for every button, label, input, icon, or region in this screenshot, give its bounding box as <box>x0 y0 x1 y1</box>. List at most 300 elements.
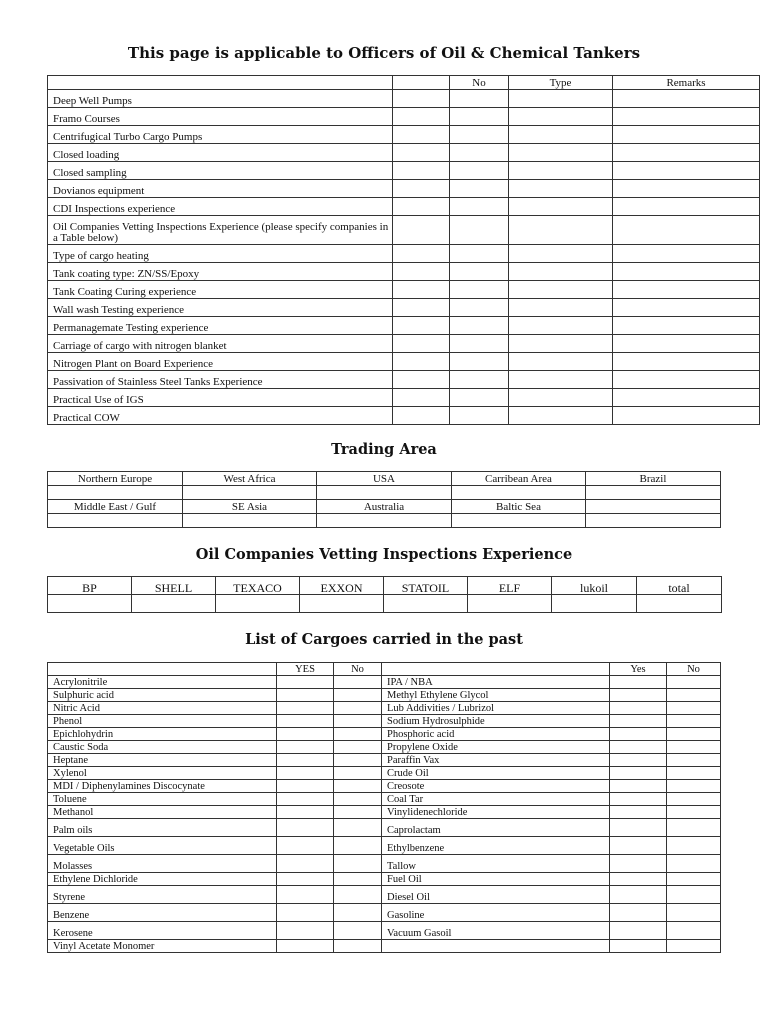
empty-cell <box>393 126 450 144</box>
table-row <box>48 940 721 953</box>
empty-cell <box>667 940 721 953</box>
vetting-title: Oil Companies Vetting Inspections Experience <box>195 546 573 563</box>
empty-cell <box>667 767 721 780</box>
cargo-name: Heptane <box>48 754 277 767</box>
cargo-name: Palm oils <box>48 819 277 837</box>
table-row <box>48 299 760 317</box>
column-header: No <box>667 663 721 676</box>
empty-cell <box>613 90 760 108</box>
empty-cell <box>610 819 667 837</box>
empty-cell <box>48 486 183 500</box>
empty-cell <box>610 886 667 904</box>
empty-cell <box>393 162 450 180</box>
table-row <box>48 676 721 689</box>
table-row <box>48 577 722 595</box>
cargoes-title: List of Cargoes carried in the past <box>245 631 523 648</box>
empty-cell <box>509 108 613 126</box>
empty-cell <box>393 335 450 353</box>
cargo-name: Tallow <box>382 855 610 873</box>
empty-cell <box>277 741 334 754</box>
table-row <box>48 500 721 514</box>
empty-cell <box>509 371 613 389</box>
empty-cell <box>277 819 334 837</box>
empty-cell <box>450 371 509 389</box>
empty-cell <box>450 162 509 180</box>
empty-cell <box>393 198 450 216</box>
empty-cell <box>610 922 667 940</box>
table-row <box>48 198 760 216</box>
table-row <box>48 216 760 245</box>
table-row <box>48 922 721 940</box>
empty-cell <box>667 886 721 904</box>
cargo-name: Epichlohydrin <box>48 728 277 741</box>
table-row <box>48 715 721 728</box>
empty-cell <box>48 595 132 613</box>
empty-cell <box>450 353 509 371</box>
empty-cell <box>450 126 509 144</box>
empty-cell <box>667 741 721 754</box>
empty-cell <box>277 806 334 819</box>
table-row <box>48 754 721 767</box>
empty-cell <box>613 407 760 425</box>
row-label: Permanagemate Testing experience <box>48 317 393 335</box>
empty-cell <box>450 317 509 335</box>
table-row <box>48 162 760 180</box>
row-label: Carriage of cargo with nitrogen blanket <box>48 335 393 353</box>
empty-cell <box>450 389 509 407</box>
table-row <box>48 371 760 389</box>
cargo-name: Coal Tar <box>382 793 610 806</box>
empty-cell <box>450 245 509 263</box>
empty-cell <box>334 806 382 819</box>
empty-cell <box>334 754 382 767</box>
empty-cell <box>334 676 382 689</box>
empty-cell <box>393 317 450 335</box>
trading-area-title: Trading Area <box>331 441 437 458</box>
empty-cell <box>334 715 382 728</box>
table-row <box>48 819 721 837</box>
cargo-name: Benzene <box>48 904 277 922</box>
empty-cell <box>586 486 721 500</box>
empty-cell <box>610 741 667 754</box>
table-row <box>48 389 760 407</box>
empty-cell <box>667 855 721 873</box>
empty-cell <box>613 389 760 407</box>
equipment-experience-table <box>47 75 760 425</box>
empty-cell <box>277 940 334 953</box>
empty-cell <box>613 317 760 335</box>
row-label: Dovianos equipment <box>48 180 393 198</box>
empty-cell <box>509 353 613 371</box>
empty-cell <box>610 754 667 767</box>
trading-area-cell: Australia <box>317 500 452 514</box>
cargo-name: Acrylonitrile <box>48 676 277 689</box>
table-row <box>48 886 721 904</box>
empty-cell <box>334 728 382 741</box>
empty-cell <box>334 689 382 702</box>
column-header <box>393 76 450 90</box>
table-row <box>48 263 760 281</box>
table-row <box>48 180 760 198</box>
row-label: Nitrogen Plant on Board Experience <box>48 353 393 371</box>
empty-cell <box>509 335 613 353</box>
empty-cell <box>393 371 450 389</box>
empty-cell <box>509 389 613 407</box>
table-row <box>48 486 721 500</box>
empty-cell <box>384 595 468 613</box>
empty-cell <box>613 371 760 389</box>
empty-cell <box>393 389 450 407</box>
company-header: EXXON <box>300 577 384 595</box>
cargoes-table <box>47 662 721 953</box>
cargo-name: Styrene <box>48 886 277 904</box>
empty-cell <box>509 198 613 216</box>
empty-cell <box>452 514 586 528</box>
empty-cell <box>450 281 509 299</box>
company-header: STATOIL <box>384 577 468 595</box>
cargo-name: Diesel Oil <box>382 886 610 904</box>
table-row <box>48 90 760 108</box>
empty-cell <box>610 702 667 715</box>
empty-cell <box>393 180 450 198</box>
trading-area-cell: Northern Europe <box>48 472 183 486</box>
empty-cell <box>334 855 382 873</box>
empty-cell <box>610 728 667 741</box>
empty-cell <box>509 263 613 281</box>
empty-cell <box>450 108 509 126</box>
table-row <box>48 855 721 873</box>
company-header: lukoil <box>552 577 637 595</box>
cargo-name: Nitric Acid <box>48 702 277 715</box>
row-label: CDI Inspections experience <box>48 198 393 216</box>
empty-cell <box>613 216 760 245</box>
empty-cell <box>450 144 509 162</box>
trading-area-cell: Carribean Area <box>452 472 586 486</box>
row-label: Framo Courses <box>48 108 393 126</box>
empty-cell <box>450 90 509 108</box>
empty-cell <box>509 299 613 317</box>
empty-cell <box>452 486 586 500</box>
empty-cell <box>667 702 721 715</box>
row-label: Practical COW <box>48 407 393 425</box>
row-label: Wall wash Testing experience <box>48 299 393 317</box>
table-row <box>48 741 721 754</box>
table-row <box>48 904 721 922</box>
empty-cell <box>277 904 334 922</box>
empty-cell <box>610 780 667 793</box>
empty-cell <box>393 216 450 245</box>
cargo-name: Paraffin Vax <box>382 754 610 767</box>
table-row <box>48 335 760 353</box>
empty-cell <box>393 407 450 425</box>
table-row <box>48 663 721 676</box>
row-label: Centrifugical Turbo Cargo Pumps <box>48 126 393 144</box>
empty-cell <box>613 245 760 263</box>
empty-cell <box>610 940 667 953</box>
empty-cell <box>667 728 721 741</box>
empty-cell <box>450 407 509 425</box>
row-label: Tank coating type: ZN/SS/Epoxy <box>48 263 393 281</box>
column-header <box>48 76 393 90</box>
cargo-name: Phosphoric acid <box>382 728 610 741</box>
empty-cell <box>613 126 760 144</box>
empty-cell <box>637 595 722 613</box>
table-row <box>48 728 721 741</box>
empty-cell <box>277 855 334 873</box>
empty-cell <box>667 819 721 837</box>
empty-cell <box>613 108 760 126</box>
vetting-companies-table <box>47 576 722 613</box>
row-label: Practical Use of IGS <box>48 389 393 407</box>
empty-cell <box>468 595 552 613</box>
empty-cell <box>334 886 382 904</box>
cargo-name: IPA / NBA <box>382 676 610 689</box>
empty-cell <box>667 837 721 855</box>
empty-cell <box>277 689 334 702</box>
table-row <box>48 767 721 780</box>
cargo-name: Creosote <box>382 780 610 793</box>
empty-cell <box>613 281 760 299</box>
empty-cell <box>667 793 721 806</box>
empty-cell <box>667 676 721 689</box>
table-row <box>48 780 721 793</box>
empty-cell <box>613 335 760 353</box>
empty-cell <box>277 793 334 806</box>
empty-cell <box>393 281 450 299</box>
empty-cell <box>667 715 721 728</box>
row-label: Oil Companies Vetting Inspections Experience (please specify companies in a Table below) <box>48 216 393 245</box>
empty-cell <box>509 216 613 245</box>
empty-cell <box>613 180 760 198</box>
empty-cell <box>450 299 509 317</box>
empty-cell <box>393 245 450 263</box>
empty-cell <box>334 767 382 780</box>
empty-cell <box>334 741 382 754</box>
trading-area-table <box>47 471 721 528</box>
empty-cell <box>613 162 760 180</box>
cargo-name: Methanol <box>48 806 277 819</box>
empty-cell <box>334 837 382 855</box>
empty-cell <box>610 793 667 806</box>
empty-cell <box>509 90 613 108</box>
cargo-name <box>382 940 610 953</box>
cargo-name: Vinylidenechloride <box>382 806 610 819</box>
column-header: Type <box>509 76 613 90</box>
empty-cell <box>334 922 382 940</box>
empty-cell <box>610 873 667 886</box>
row-label: Deep Well Pumps <box>48 90 393 108</box>
column-header: No <box>450 76 509 90</box>
column-header: Yes <box>610 663 667 676</box>
page-title: This page is applicable to Officers of Oil & Chemical Tankers <box>127 44 641 62</box>
table-row <box>48 837 721 855</box>
empty-cell <box>450 263 509 281</box>
empty-cell <box>450 180 509 198</box>
empty-cell <box>317 486 452 500</box>
empty-cell <box>610 855 667 873</box>
cargo-name: Ethylene Dichloride <box>48 873 277 886</box>
empty-cell <box>509 281 613 299</box>
empty-cell <box>48 514 183 528</box>
company-header: BP <box>48 577 132 595</box>
empty-cell <box>277 780 334 793</box>
cargo-name: Toluene <box>48 793 277 806</box>
empty-cell <box>450 198 509 216</box>
empty-cell <box>613 299 760 317</box>
table-row <box>48 793 721 806</box>
table-row <box>48 472 721 486</box>
row-label: Closed sampling <box>48 162 393 180</box>
empty-cell <box>382 663 610 676</box>
company-header: total <box>637 577 722 595</box>
company-header: ELF <box>468 577 552 595</box>
empty-cell <box>300 595 384 613</box>
empty-cell <box>183 486 317 500</box>
empty-cell <box>183 514 317 528</box>
empty-cell <box>610 767 667 780</box>
table-row <box>48 595 722 613</box>
column-header: No <box>334 663 382 676</box>
row-label: Closed loading <box>48 144 393 162</box>
empty-cell <box>277 922 334 940</box>
empty-cell <box>610 715 667 728</box>
trading-area-cell: SE Asia <box>183 500 317 514</box>
cargo-name: Methyl Ethylene Glycol <box>382 689 610 702</box>
empty-cell <box>277 767 334 780</box>
table-row <box>48 317 760 335</box>
empty-cell <box>610 689 667 702</box>
empty-cell <box>509 245 613 263</box>
cargo-name: Caustic Soda <box>48 741 277 754</box>
empty-cell <box>509 162 613 180</box>
empty-cell <box>334 819 382 837</box>
cargo-name: Phenol <box>48 715 277 728</box>
cargo-name: Xylenol <box>48 767 277 780</box>
empty-cell <box>334 702 382 715</box>
table-row <box>48 144 760 162</box>
row-label: Passivation of Stainless Steel Tanks Experience <box>48 371 393 389</box>
company-header: TEXACO <box>216 577 300 595</box>
empty-cell <box>334 940 382 953</box>
empty-cell <box>450 335 509 353</box>
empty-cell <box>277 873 334 886</box>
empty-cell <box>610 837 667 855</box>
empty-cell <box>509 407 613 425</box>
empty-cell <box>509 180 613 198</box>
empty-cell <box>610 904 667 922</box>
cargo-name: Molasses <box>48 855 277 873</box>
cargo-name: Vacuum Gasoil <box>382 922 610 940</box>
table-row <box>48 702 721 715</box>
cargo-name: Caprolactam <box>382 819 610 837</box>
column-header: Remarks <box>613 76 760 90</box>
empty-cell <box>667 922 721 940</box>
empty-cell <box>509 317 613 335</box>
empty-cell <box>334 873 382 886</box>
empty-cell <box>277 837 334 855</box>
empty-cell <box>667 873 721 886</box>
empty-cell <box>667 904 721 922</box>
empty-cell <box>48 663 277 676</box>
empty-cell <box>667 754 721 767</box>
cargo-name: Lub Addivities / Lubrizol <box>382 702 610 715</box>
empty-cell <box>667 780 721 793</box>
empty-cell <box>277 676 334 689</box>
empty-cell <box>277 754 334 767</box>
empty-cell <box>509 144 613 162</box>
empty-cell <box>613 198 760 216</box>
empty-cell <box>334 904 382 922</box>
row-label: Type of cargo heating <box>48 245 393 263</box>
table-row <box>48 689 721 702</box>
empty-cell <box>277 702 334 715</box>
empty-cell <box>277 886 334 904</box>
empty-cell <box>393 299 450 317</box>
cargo-name: Ethylbenzene <box>382 837 610 855</box>
empty-cell <box>334 793 382 806</box>
empty-cell <box>277 715 334 728</box>
empty-cell <box>667 689 721 702</box>
empty-cell <box>610 806 667 819</box>
table-row <box>48 126 760 144</box>
empty-cell <box>552 595 637 613</box>
empty-cell <box>393 90 450 108</box>
empty-cell <box>132 595 216 613</box>
trading-area-cell: West Africa <box>183 472 317 486</box>
empty-cell <box>450 216 509 245</box>
table-row <box>48 407 760 425</box>
row-label: Tank Coating Curing experience <box>48 281 393 299</box>
trading-area-cell <box>586 500 721 514</box>
empty-cell <box>613 144 760 162</box>
column-header: YES <box>277 663 334 676</box>
company-header: SHELL <box>132 577 216 595</box>
empty-cell <box>393 353 450 371</box>
table-row <box>48 281 760 299</box>
empty-cell <box>334 780 382 793</box>
cargo-name: Crude Oil <box>382 767 610 780</box>
cargo-name: Vegetable Oils <box>48 837 277 855</box>
table-row <box>48 76 760 90</box>
table-row <box>48 108 760 126</box>
cargo-name: MDI / Diphenylamines Discocynate <box>48 780 277 793</box>
cargo-name: Sodium Hydrosulphide <box>382 715 610 728</box>
empty-cell <box>277 728 334 741</box>
empty-cell <box>610 676 667 689</box>
trading-area-cell: Brazil <box>586 472 721 486</box>
cargo-name: Propylene Oxide <box>382 741 610 754</box>
table-row <box>48 353 760 371</box>
trading-area-cell: Middle East / Gulf <box>48 500 183 514</box>
empty-cell <box>613 353 760 371</box>
empty-cell <box>393 144 450 162</box>
empty-cell <box>509 126 613 144</box>
empty-cell <box>667 806 721 819</box>
cargo-name: Fuel Oil <box>382 873 610 886</box>
cargo-name: Kerosene <box>48 922 277 940</box>
table-row <box>48 873 721 886</box>
cargo-name: Vinyl Acetate Monomer <box>48 940 277 953</box>
table-row <box>48 245 760 263</box>
table-row <box>48 806 721 819</box>
cargo-name: Gasoline <box>382 904 610 922</box>
cargo-name: Sulphuric acid <box>48 689 277 702</box>
trading-area-cell: Baltic Sea <box>452 500 586 514</box>
empty-cell <box>317 514 452 528</box>
empty-cell <box>216 595 300 613</box>
empty-cell <box>613 263 760 281</box>
trading-area-cell: USA <box>317 472 452 486</box>
